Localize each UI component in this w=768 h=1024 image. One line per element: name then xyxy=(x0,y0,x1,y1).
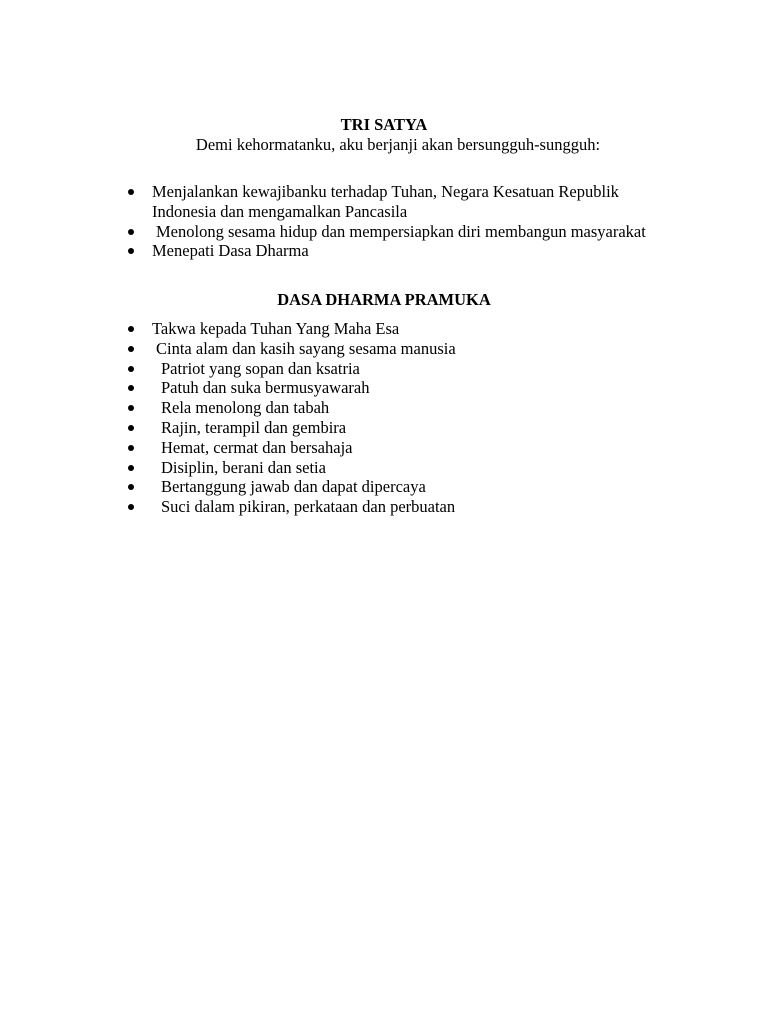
list-item xyxy=(0,319,768,339)
bullet-icon xyxy=(128,425,134,431)
tri-satya-list xyxy=(0,182,768,261)
bullet-icon xyxy=(128,248,134,254)
list-item xyxy=(0,398,768,418)
bullet-icon xyxy=(128,484,134,490)
list-item xyxy=(0,438,768,458)
list-item-text: Menolong sesama hidup dan mempersiapkan diri membangun masyarakat xyxy=(156,221,646,241)
list-item xyxy=(0,497,768,517)
bullet-icon xyxy=(128,465,134,471)
tri-satya-title: TRI SATYA xyxy=(340,115,428,134)
list-item-text: Hemat, cermat dan bersahaja xyxy=(161,437,353,457)
bullet-icon xyxy=(128,326,134,332)
bullet-icon xyxy=(128,229,134,235)
bullet-icon xyxy=(128,445,134,451)
bullet-icon xyxy=(128,504,134,510)
list-item-text: Rela menolong dan tabah xyxy=(161,398,330,418)
list-item xyxy=(0,359,768,379)
tri-satya-intro: Demi kehormatanku, aku berjanji akan bersungguh-sungguh: xyxy=(195,135,601,154)
bullet-icon xyxy=(128,189,134,195)
dasa-dharma-list xyxy=(0,319,768,517)
bullet-icon xyxy=(128,385,134,391)
list-item-text: Suci dalam pikiran, perkataan dan perbuatan xyxy=(161,497,456,517)
list-item-text: Disiplin, berani dan setia xyxy=(161,457,326,477)
list-item xyxy=(0,378,768,398)
list-item-text: Patuh dan suka bermusyawarah xyxy=(161,378,370,398)
list-item-text: Bertanggung jawab dan dapat dipercaya xyxy=(161,477,426,497)
list-item-text: Takwa kepada Tuhan Yang Maha Esa xyxy=(152,319,400,338)
list-item-text: Patriot yang sopan dan ksatria xyxy=(161,358,360,378)
list-item xyxy=(0,458,768,478)
bullet-icon xyxy=(128,346,134,352)
list-item-text: Menepati Dasa Dharma xyxy=(152,241,309,261)
list-item xyxy=(0,418,768,438)
bullet-icon xyxy=(128,405,134,411)
list-item xyxy=(0,222,768,242)
dasa-dharma-title: DASA DHARMA PRAMUKA xyxy=(277,290,491,309)
list-item-text: Cinta alam dan kasih sayang sesama manusia xyxy=(156,338,456,358)
list-item xyxy=(0,339,768,359)
list-item xyxy=(0,477,768,497)
list-item-text: Rajin, terampil dan gembira xyxy=(161,417,347,437)
list-item-text: Menjalankan kewajibanku terhadap Tuhan, Negara Kesatuan Republik Indonesia dan mengamalkan Pancasila xyxy=(152,182,619,221)
list-item xyxy=(0,241,768,261)
list-item xyxy=(0,182,768,222)
bullet-icon xyxy=(128,366,134,372)
